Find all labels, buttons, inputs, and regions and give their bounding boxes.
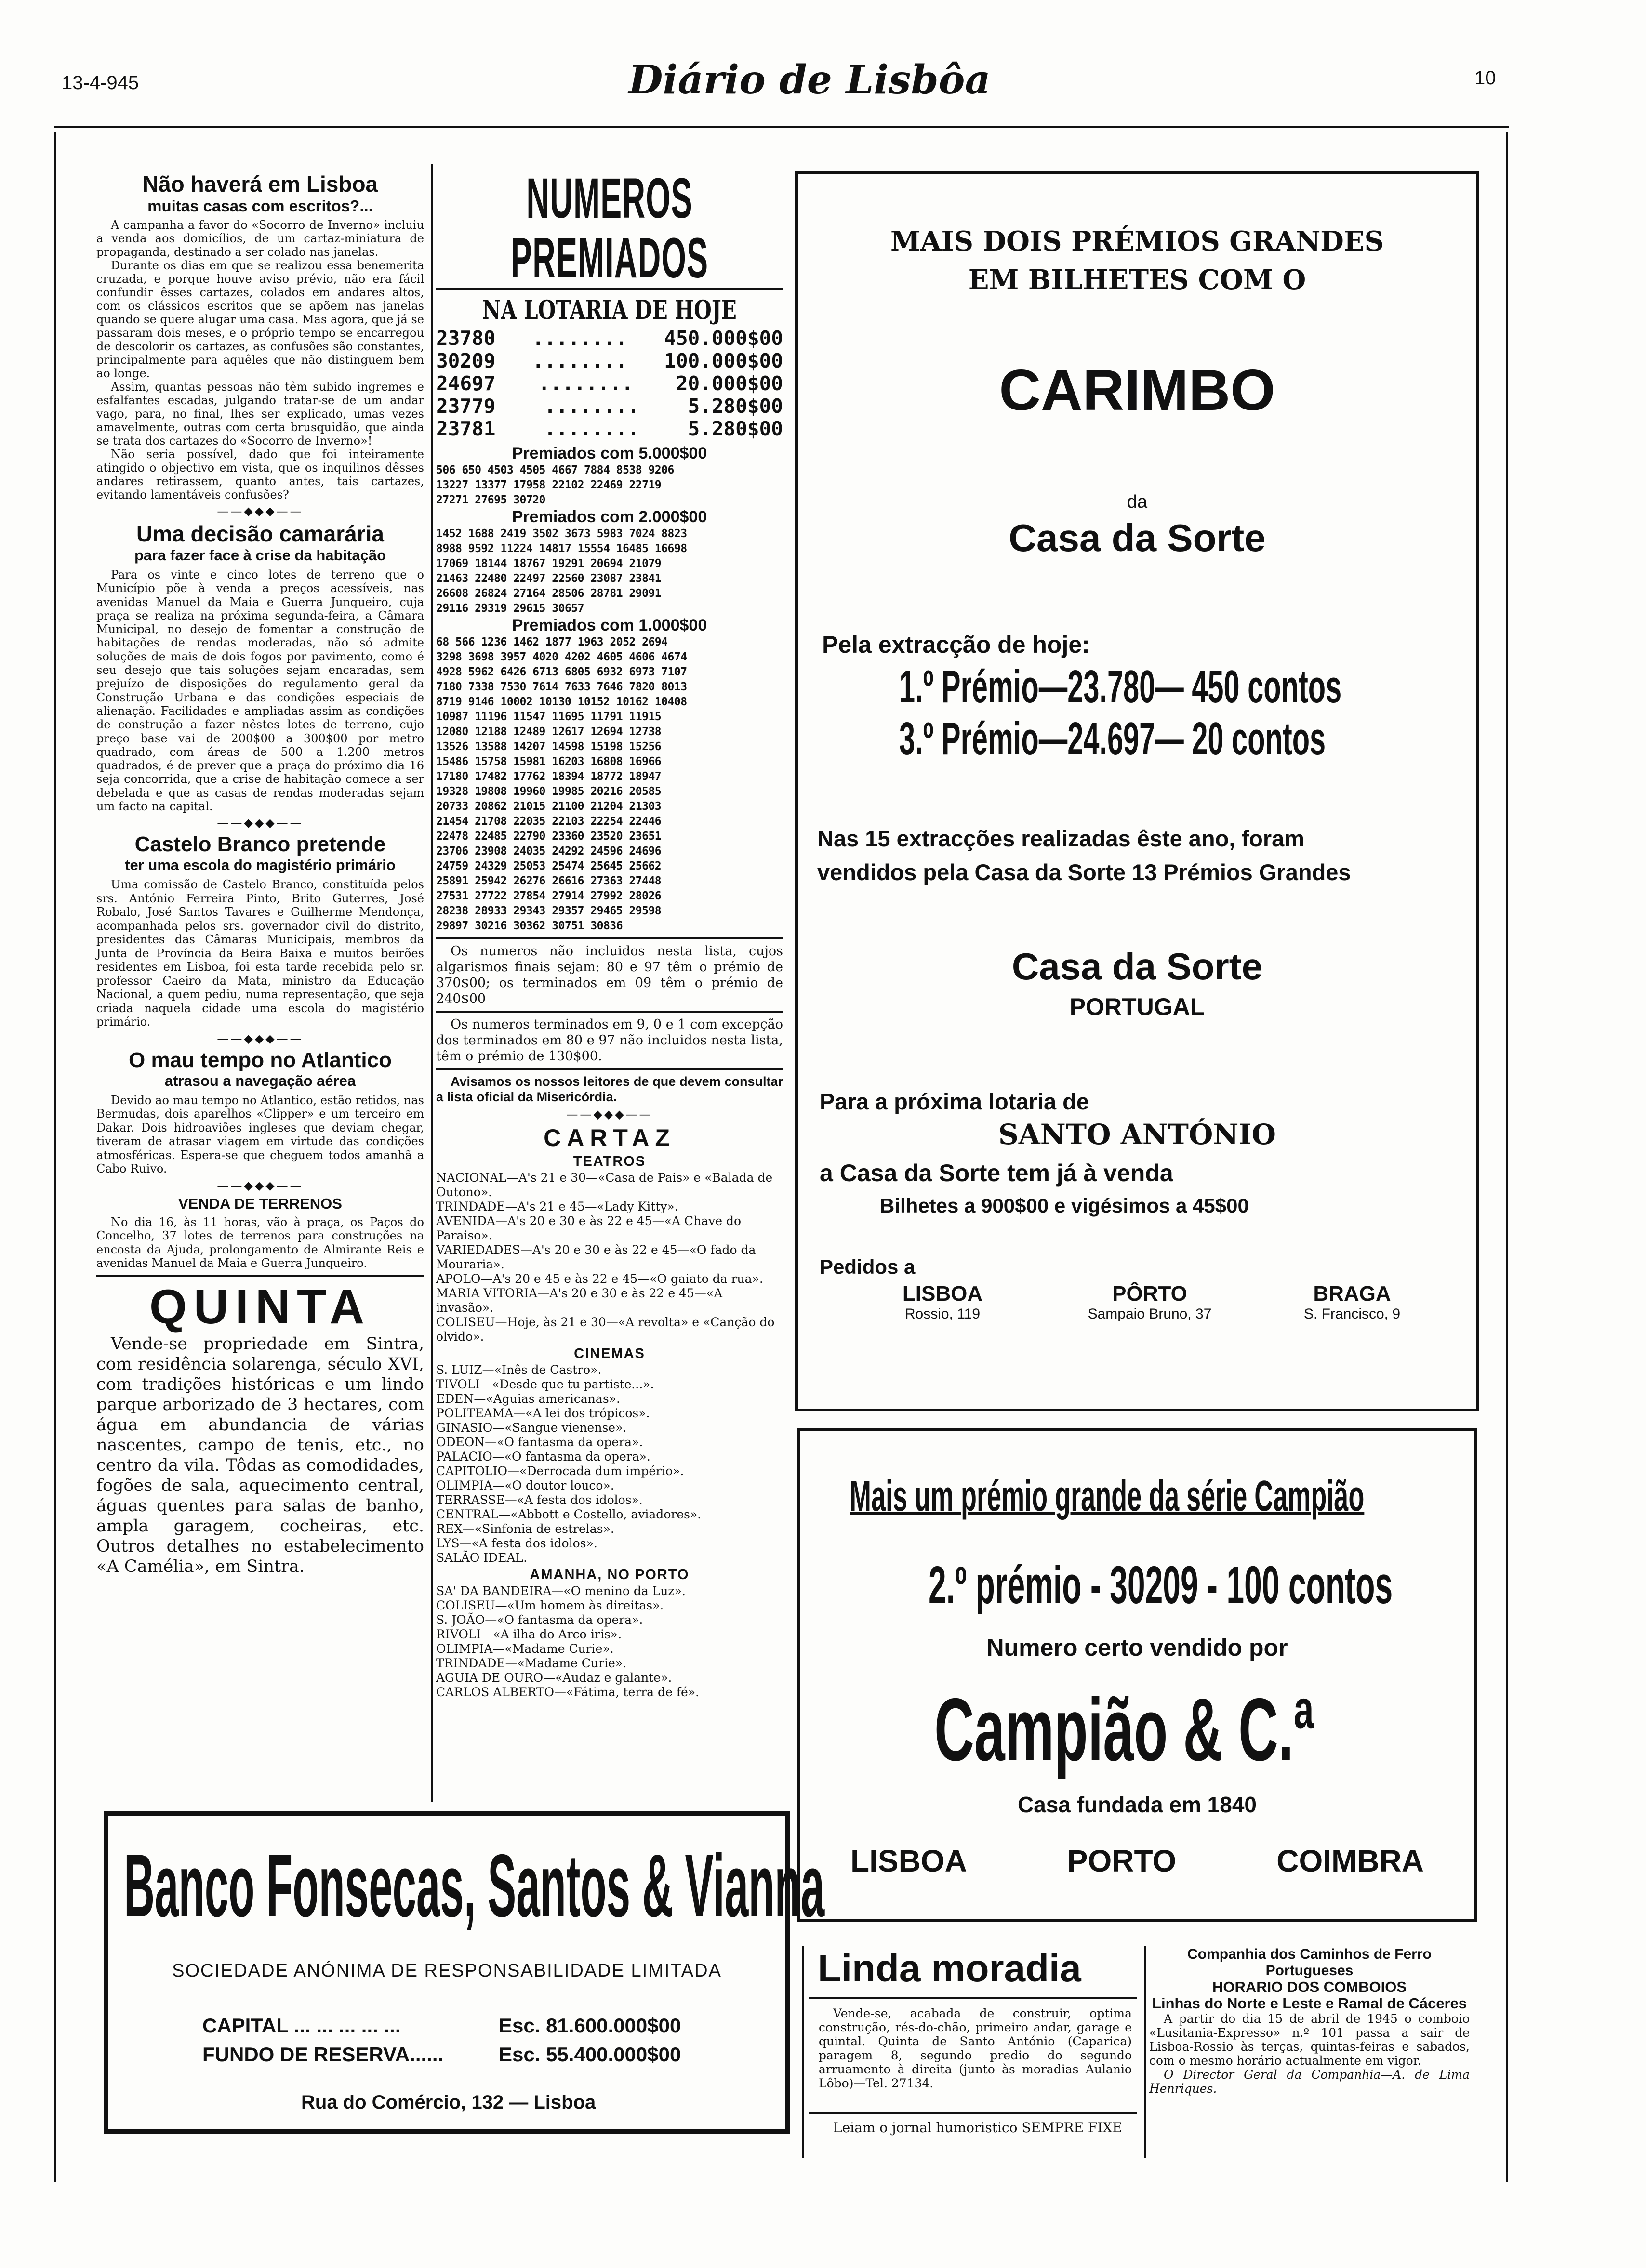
ad-moradia-title: Linda moradia	[818, 1947, 1081, 1990]
listing-item: PALACIO—«O fantasma da opera».	[436, 1450, 650, 1464]
article-subtitle: para fazer face à crise da habitação	[134, 547, 386, 564]
ad-stats	[817, 822, 1463, 889]
city-address: Rossio, 119	[904, 1306, 981, 1322]
number-row: 7180 7338 7530 7614 7633 7646 7820 8013	[436, 681, 687, 693]
number-row: 20733 20862 21015 21100 21204 21303	[436, 800, 662, 813]
prize-row: 23781 ........ 5.280$00	[436, 417, 783, 440]
ad-headline-line: EM BILHETES COM O	[968, 264, 1306, 296]
number-row: 3298 3698 3957 4020 4202 4605 4606 4674	[436, 651, 687, 663]
ad-campiao-cities	[800, 1843, 1474, 1879]
ad-casa-da-sorte	[795, 171, 1479, 1411]
cartaz-section	[436, 1124, 783, 1700]
ad-title: QUINTA	[149, 1279, 371, 1334]
listing-item: S. LUIZ—«Inês de Castro».	[436, 1363, 602, 1377]
city-name: LISBOA	[902, 1282, 983, 1305]
ad-city-porto	[1068, 1282, 1232, 1322]
ad-extraccao: Pela extracção de hoje:	[822, 631, 1090, 658]
ad-text: Vende-se propriedade em Sintra, com residência solarenga, século XVI, com tradições históricas e um lindo parque arborizado de 3 hectares, com água em abundancia de várias nascentes, campo de tenis, etc., no centro da vila. Tôdas as comodidades, fogões de sala, aquecimento central, águas quentes para salas de banho, ampla garagem, cocheiras, etc. Outros detalhes no estabelecimento «A Camélia», em Sintra.	[96, 1334, 424, 1576]
city-name: COIMBRA	[1276, 1844, 1424, 1878]
numbers-2000	[436, 527, 783, 616]
listing-item: CAPITOLIO—«Derrocada dum império».	[436, 1464, 684, 1478]
capital-label: CAPITAL ... ... ... ... ...	[202, 2014, 401, 2037]
ad-city-lisboa	[861, 1282, 1024, 1322]
number-row: 21463 22480 22497 22560 23087 23841	[436, 572, 662, 585]
number-row: 27531 27722 27854 27914 27992 28026	[436, 890, 662, 902]
cartaz-title: CARTAZ	[544, 1124, 676, 1151]
number-row: 1452 1688 2419 3502 3673 5983 7024 8823	[436, 527, 687, 540]
number-row: 13526 13588 14207 14598 15198 15256	[436, 740, 662, 753]
city-name: PÔRTO	[1112, 1282, 1187, 1305]
city-name: BRAGA	[1313, 1282, 1391, 1305]
number-row: 29116 29319 29615 30657	[436, 602, 584, 615]
ad-city-braga	[1270, 1282, 1434, 1322]
lottery-title: NUMEROS PREMIADOS	[510, 167, 709, 290]
capital-value: Esc. 81.600.000$00	[499, 2014, 681, 2037]
listing-item: TRINDADE—A's 21 e 45—«Lady Kitty».	[436, 1200, 678, 1213]
page-number: 10	[1474, 67, 1496, 89]
ad-campiao-premio: 2.º prémio - 30209 - 100 contos	[929, 1556, 1393, 1615]
listing-item: LYS—«A festa dos idolos».	[436, 1536, 597, 1550]
article-paragraph: Assim, quantas pessoas não têm subido ingremes e esfalfantes escadas, julgando tratar-se de um andar vago, para, no final, lhes ser explicado, umas vezes amavelmente, outras com certa brusquidão, que ainda se trata dos cartazes do «Socorro de Inverno»!	[96, 380, 424, 448]
ad-casa-da-sorte-name: Casa da Sorte	[1009, 516, 1266, 559]
ad-prize-line-1: 1.º Prémio—23.780— 450 contos	[899, 661, 1342, 712]
separator-ornament: ——◆◆◆——	[217, 504, 304, 518]
article-title: VENDA DE TERRENOS	[178, 1195, 342, 1212]
listing-item: TIVOLI—«Desde que tu partiste...».	[436, 1377, 654, 1391]
listing-item: REX—«Sinfonia de estrelas».	[436, 1522, 614, 1536]
ad-campiao-numero: Numero certo vendido por	[986, 1634, 1288, 1661]
ad-headline-line: MAIS DOIS PRÉMIOS GRANDES	[890, 225, 1384, 257]
separator-ornament: ——◆◆◆——	[217, 1178, 304, 1192]
ad-portugal: PORTUGAL	[1069, 993, 1205, 1020]
ad-moradia	[802, 1946, 1146, 2158]
article-paragraph: A campanha a favor do «Socorro de Inverno» incluiu a venda aos domicílios, de um cartaz-miniatura de propaganda, destinado a ser colado nas janelas.	[96, 218, 424, 259]
listing-item: ODEON—«O fantasma da opera».	[436, 1435, 643, 1449]
top-rule	[54, 126, 1509, 128]
city-address: Sampaio Bruno, 37	[1088, 1306, 1212, 1322]
ad-campiao-brand: Campião & C.ª	[934, 1680, 1314, 1780]
ad-campiao-fundada: Casa fundada em 1840	[1017, 1792, 1257, 1817]
number-row: 8988 9592 11224 14817 15554 16485 16698	[436, 542, 687, 555]
article-subtitle: atrasou a navegação aérea	[164, 1072, 356, 1089]
right-rule	[1506, 132, 1508, 2182]
issue-date: 13-4-945	[62, 72, 139, 93]
number-row: 15486 15758 15981 16203 16808 16966	[436, 755, 662, 768]
number-row: 8719 9146 10002 10130 10152 10162 10408	[436, 696, 687, 708]
ad-campiao-title: Mais um prémio grande da série Campião	[850, 1472, 1365, 1520]
ad-comboios-title: Companhia dos Caminhos de Ferro Portugueses	[1187, 1946, 1432, 1978]
ad-banco	[104, 1811, 825, 2134]
ad-stats-line: vendidos pela Casa da Sorte 13 Prémios Grandes	[817, 859, 1351, 885]
ad-campiao	[797, 1428, 1477, 1922]
article-paragraph: Devido ao mau tempo no Atlantico, estão retidos, nas Bermudas, dois aparelhos «Clipper» e um terceiro em Dakar. Dois hidroaviões ingleses que deviam chegar, tiveram de atrasar viagem em virtude das condições atmosféricas. Espera-se que cheguem todos amanhã a Cabo Ruivo.	[96, 1093, 424, 1176]
top-prizes-list	[436, 327, 783, 440]
ad-banco-address: Rua do Comércio, 132 — Lisboa	[301, 2092, 596, 2113]
ad-bilhetes: Bilhetes a 900$00 e vigésimos a 45$00	[880, 1194, 1249, 1217]
listing-item: AVENIDA—A's 20 e 30 e às 22 e 45—«A Chave do Paraiso».	[436, 1214, 742, 1242]
col-rule-1	[431, 164, 433, 1802]
listing-item: NACIONAL—A's 21 e 30—«Casa de Pais» e «Balada de Outono».	[436, 1171, 773, 1199]
listing-item: S. JOÃO—«O fantasma da opera».	[436, 1613, 643, 1627]
article-title: Castelo Branco pretende	[134, 832, 386, 857]
number-row: 25891 25942 26276 26616 27363 27448	[436, 875, 662, 887]
ad-santo-antonio: SANTO ANTÓNIO	[998, 1118, 1276, 1151]
number-row: 17180 17482 17762 18394 18772 18947	[436, 770, 662, 783]
ad-pedidos: Pedidos a	[820, 1255, 916, 1278]
separator-ornament: ——◆◆◆——	[217, 1031, 304, 1045]
listing-item: COLISEU—«Um homem às direitas».	[436, 1598, 664, 1612]
article-mau-tempo	[96, 1048, 424, 1176]
prize-row: 23779 ........ 5.280$00	[436, 395, 783, 418]
listing-item: OLIMPIA—«O doutor louco».	[436, 1478, 614, 1492]
article-paragraph: Para os vinte e cinco lotes de terreno que o Município põe à venda a preços acessíveis, nas avenidas Manuel da Maia e Guerra Junqueiro, cuja praça se realiza na próxima segunda-feira, a Câmara Municipal, no desejo de fomentar a construção de habitações de rendas moderadas, não só admite soluções de mais de dois fogos por pavimento, como é seu desejo que tais soluções sejam encaradas, sem prejuízo de disposições do regulamento geral da Construção Urbana e das condições especiais de alienação. Facilidades e ampliadas assim as condições de construção a fazer nêstes lotes de terreno, cujo preço base vai de 200$00 a 300$00 por metro quadrado, com áreas de 500 a 1.200 metros quadrados, é de prever que a praça do próximo dia 16 seja concorrida, que a crise de habitação comece a ser debelada e que as casas de rendas moderadas sejam um facto na capital.	[96, 568, 424, 814]
city-name: LISBOA	[850, 1844, 967, 1878]
divider	[436, 937, 783, 939]
lottery-note: Os numeros terminados em 9, 0 e 1 com excepção dos terminados em 80 e 97 não incluidos nesta lista, têm o prémio de 130$00.	[436, 1017, 783, 1064]
number-row: 29897 30216 30362 30751 30836	[436, 920, 623, 932]
separator-ornament: ——◆◆◆——	[566, 1108, 653, 1121]
listing-item: TRINDADE—«Madame Curie».	[436, 1656, 627, 1670]
ad-brand-carimbo: CARIMBO	[999, 358, 1275, 422]
listing-item: SA' DA BANDEIRA—«O menino da Luz».	[436, 1584, 686, 1598]
number-row: 17069 18144 18767 19291 20694 21079	[436, 557, 662, 570]
column-1	[96, 171, 424, 1577]
article-subtitle: muitas casas com escritos?...	[147, 197, 373, 215]
ad-moradia-text: Vende-se, acabada de construir, optima construção, rés-do-chão, primeiro andar, garage e quintal. Quinta de Santo António (Caparica) paragem 8, segundo predio do segundo arruamento à direita (junto às moradias Aulanio Lôbo)—Tel. 27134.	[819, 2006, 1132, 2090]
lottery-note: Avisamos os nossos leitores de que devem consultar a lista oficial da Misericórdia.	[436, 1074, 783, 1104]
number-row: 28238 28933 29343 29357 29465 29598	[436, 905, 662, 917]
article-title: Não haverá em Lisboa	[142, 171, 378, 197]
ad-proxima: Para a próxima lotaria de	[820, 1089, 1089, 1114]
listing-item: TERRASSE—«A festa dos idolos».	[436, 1493, 643, 1507]
article-venda-terrenos	[96, 1195, 424, 1270]
porto-heading: AMANHA, NO PORTO	[530, 1567, 690, 1582]
article-paragraph: Não seria possível, dado que foi inteiramente atingido o objectivo em vista, que os inquilinos dêsses andares retirassem, quanto antes, tais cartazes, evitando lamentáveis confusões?	[96, 448, 424, 501]
lottery-note: Os numeros não incluidos nesta lista, cujos algarismos finais sejam: 80 e 97 têm o prémio de 370$00; os terminados em 09 têm o prémio de 240$00	[436, 944, 783, 1006]
number-row: 10987 11196 11547 11695 11791 11915	[436, 711, 662, 723]
prize-heading-2000: Premiados com 2.000$00	[512, 508, 707, 526]
listing-item: CARLOS ALBERTO—«Fátima, terra de fé».	[436, 1685, 700, 1699]
ad-comboios-text: A partir do dia 15 de abril de 1945 o comboio «Lusitania-Expresso» n.º 101 passa a sair de Lisboa-Rossio às terças, quintas-feiras e sabados, com o mesmo horário actualmente em vigor.	[1149, 2012, 1470, 2068]
listing-item: POLITEAMA—«A lei dos trópicos».	[436, 1406, 650, 1420]
prize-row: 30209 ........ 100.000$00	[436, 349, 783, 372]
ad-headline	[798, 222, 1476, 299]
article-paragraph: Durante os dias em que se realizou essa benemerita cruzada, e porque houve aviso prévio, não era fácil confundir êsses cartazes, colados em andares altos, com os clássicos escritos que se apõem nas janelas quando se quere alugar uma casa. Mas agora, que já se passaram dois meses, e o próprio tempo se encarregou de descolorir os cartazes, as confusões são constantes, principalmente para aquêles que não distinguem bem ao longe.	[96, 259, 424, 380]
masthead: Diário de Lisbôa	[628, 57, 991, 103]
ad-comboios-sub2: Linhas do Norte e Leste e Ramal de Cáceres	[1152, 1995, 1467, 2012]
ad-casa-da-sorte-portugal: Casa da Sorte	[1011, 945, 1263, 988]
number-row: 26608 26824 27164 28506 28781 29091	[436, 587, 662, 600]
listing-item: COLISEU—Hoje, às 21 e 30—«A revolta» e «Canção do olvido».	[436, 1315, 775, 1344]
ad-comboios	[1149, 1946, 1470, 2096]
ad-comboios-sign: O Director Geral da Companhia—A. de Lima Henriques.	[1149, 2068, 1470, 2096]
ad-moradia-note: Leiam o jornal humoristico SEMPRE FIXE	[833, 2120, 1122, 2136]
lottery-subtitle: NA LOTARIA DE HOJE	[482, 294, 737, 325]
left-rule	[54, 132, 56, 2182]
ad-quinta	[96, 1280, 424, 1577]
number-row: 23706 23908 24035 24292 24596 24696	[436, 845, 662, 857]
ad-comboios-sub1: HORARIO DOS COMBOIOS	[1212, 1978, 1407, 1995]
number-row: 27271 27695 30720	[436, 494, 545, 506]
city-address: S. Francisco, 9	[1303, 1306, 1401, 1322]
listing-item: RIVOLI—«A ilha do Arco-iris».	[436, 1627, 622, 1641]
listing-item: AGUIA DE OURO—«Audaz e galante».	[436, 1671, 672, 1685]
prize-heading-1000: Premiados com 1.000$00	[512, 616, 707, 634]
article-castelo-branco	[96, 832, 424, 1029]
ad-stats-line: Nas 15 extracções realizadas êste ano, foram	[817, 826, 1305, 851]
listing-item: GINASIO—«Sangue vienense».	[436, 1421, 627, 1435]
prize-row: 24697 ........ 20.000$00	[436, 372, 783, 395]
number-row: 24759 24329 25053 25474 25645 25662	[436, 860, 662, 872]
article-lisboa-casas	[96, 171, 424, 501]
listing-item: SALÃO IDEAL.	[436, 1551, 528, 1565]
listing-item: EDEN—«Aguias americanas».	[436, 1392, 620, 1406]
listing-item: VARIEDADES—A's 20 e 30 e às 22 e 45—«O fado da Mouraria».	[436, 1243, 756, 1271]
number-row: 13227 13377 17958 22102 22469 22719	[436, 479, 662, 491]
prize-heading-5000: Premiados com 5.000$00	[512, 444, 707, 462]
ad-venda: a Casa da Sorte tem já à venda	[820, 1160, 1173, 1187]
teatros-heading: TEATROS	[573, 1154, 646, 1169]
separator-ornament: ——◆◆◆——	[217, 816, 304, 830]
article-title: Uma decisão camarária	[136, 521, 384, 546]
prize-row: 23780 ........ 450.000$00	[436, 327, 783, 350]
porto-list	[436, 1584, 783, 1700]
number-row: 22478 22485 22790 23360 23520 23651	[436, 830, 662, 843]
ad-banco-tag: SOCIEDADE ANÓNIMA DE RESPONSABILIDADE LIMITADA	[172, 1961, 722, 1981]
ad-banco-name: Banco Fonsecas, Santos & Vianna	[124, 1836, 825, 1936]
numbers-1000	[436, 635, 783, 934]
cinemas-heading: CINEMAS	[574, 1346, 645, 1361]
divider	[809, 2112, 1137, 2114]
ad-text-da: da	[1127, 492, 1148, 512]
divider	[96, 1275, 424, 1277]
cinemas-list	[436, 1363, 783, 1565]
number-row: 19328 19808 19960 19985 20216 20585	[436, 785, 662, 798]
article-title: O mau tempo no Atlantico	[129, 1048, 392, 1072]
number-row: 506 650 4503 4505 4667 7884 8538 9206	[436, 464, 674, 476]
fundo-value: Esc. 55.400.000$00	[499, 2043, 681, 2066]
fundo-label: FUNDO DE RESERVA......	[202, 2043, 444, 2066]
divider	[809, 1997, 1137, 1999]
article-paragraph: Uma comissão de Castelo Branco, constituída pelos srs. António Ferreira Pinto, Brito Guterres, José Robalo, José Santos Tavares e Guilherme Mendonça, acompanhada pelos srs. governador civil do distrito, presidentes das Câmaras Municipais, membros da Junta de Província da Beira Baixa e muitos beirões residentes em Lisboa, foi esta tarde recebida pelo sr. professor Caeiro da Mata, ministro da Educação Nacional, a quem pediu, numa representação, que seja criada naquela cidade uma escola do magistério primário.	[96, 878, 424, 1029]
city-name: PORTO	[1067, 1844, 1177, 1878]
ad-prize-line-3: 3.º Prémio—24.697— 20 contos	[899, 713, 1326, 765]
listing-item: CENTRAL—«Abbott e Costello, aviadores».	[436, 1507, 702, 1521]
number-row: 12080 12188 12489 12617 12694 12738	[436, 725, 662, 738]
listing-item: OLIMPIA—«Madame Curie».	[436, 1642, 614, 1656]
ad-banco-values	[499, 2011, 681, 2069]
divider	[436, 1011, 783, 1013]
listing-item: MARIA VITORIA—A's 20 e 30 e às 22 e 45—«A invasão».	[436, 1286, 723, 1315]
numbers-5000	[436, 463, 783, 508]
number-row: 21454 21708 22035 22103 22254 22446	[436, 815, 662, 828]
number-row: 68 566 1236 1462 1877 1963 2052 2694	[436, 636, 668, 648]
divider	[436, 1068, 783, 1070]
number-row: 4928 5962 6426 6713 6805 6932 6973 7107	[436, 666, 687, 678]
ad-banco-labels	[202, 2011, 443, 2069]
teatros-list	[436, 1171, 783, 1344]
article-decisao-camararia	[96, 521, 424, 813]
column-lottery	[436, 169, 783, 1700]
article-paragraph: No dia 16, às 11 horas, vão à praça, os Paços do Concelho, 37 lotes de terrenos para construções na encosta da Ajuda, prolongamento de Almirante Reis e avenidas Manuel da Maia e Guerra Junqueiro.	[96, 1215, 424, 1270]
listing-item: APOLO—A's 20 e 45 e às 22 e 45—«O gaiato da rua».	[436, 1272, 763, 1286]
article-subtitle: ter uma escola do magistério primário	[125, 857, 396, 874]
